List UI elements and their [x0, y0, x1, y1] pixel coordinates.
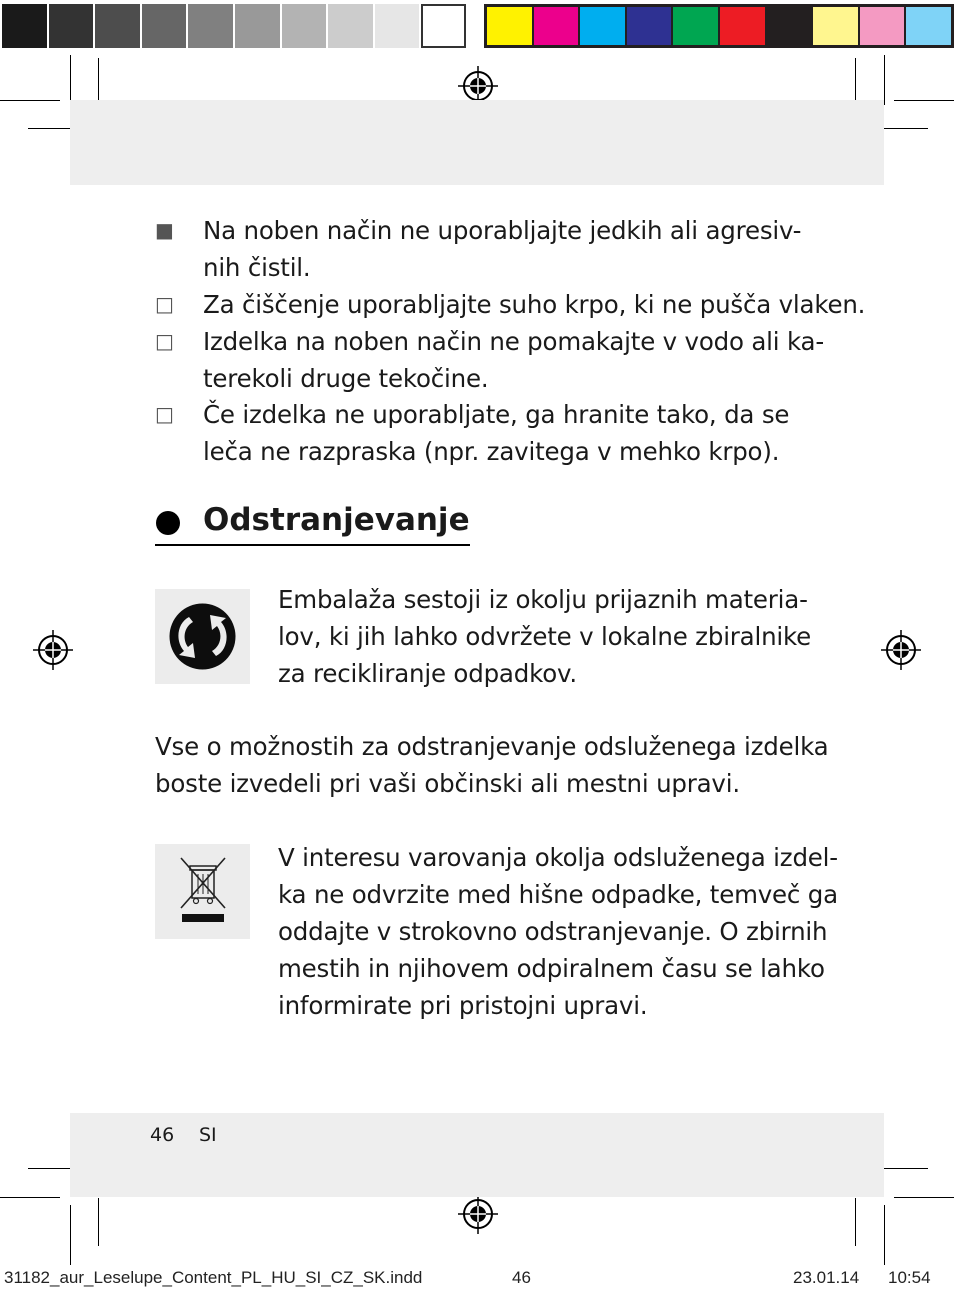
list-item: [155, 212, 815, 286]
color-swatch: [673, 7, 718, 45]
gray-swatch: [375, 4, 420, 48]
paragraph-line: boste izvedeli pri vaši občinski ali mestni upravi.: [155, 769, 740, 798]
color-swatch: [860, 7, 905, 45]
slug-time: 10:54: [888, 1268, 931, 1287]
hollow-square-bullet-icon: □: [155, 402, 174, 426]
gray-swatch: [188, 4, 233, 48]
header-band: [70, 100, 884, 185]
list-item-line: Na noben način ne uporabljajte jedkih ali agresiv-: [203, 216, 802, 245]
registration-mark-left-icon: [33, 630, 73, 670]
gray-swatch: [2, 4, 47, 48]
list-item: [155, 323, 824, 397]
registration-mark-right-icon: [881, 630, 921, 670]
page-number: 46: [150, 1124, 175, 1146]
gray-swatch: [49, 4, 94, 48]
list-item-line: leča ne razpraska (npr. zavitega v mehko krpo).: [203, 437, 780, 466]
hollow-square-bullet-icon: □: [155, 329, 174, 353]
list-item: [155, 396, 815, 470]
color-swatch: [767, 7, 812, 45]
paragraph-line: mestih in njihovem odpiralnem času se lahko: [278, 954, 825, 983]
paragraph-line: V interesu varovanja okolja odsluženega izdel-: [278, 843, 838, 872]
list-item-line: Za čiščenje uporabljajte suho krpo, ki ne pušča vlaken.: [203, 290, 866, 319]
paragraph-line: Vse o možnostih za odstranjevanje odsluženega izdelka: [155, 732, 829, 761]
gray-swatch: [328, 4, 373, 48]
gray-swatch: [421, 4, 466, 48]
list-item-line: terekoli druge tekočine.: [203, 364, 489, 393]
paragraph-line: oddajte v strokovno odstranjevanje. O zbirnih: [278, 917, 828, 946]
slug-date: 23.01.14: [793, 1268, 860, 1287]
footer-band: [70, 1113, 884, 1197]
list-item-line: nih čistil.: [203, 253, 311, 282]
filled-square-bullet-icon: ■: [155, 218, 174, 242]
slug-filename: 31182_aur_Leselupe_Content_PL_HU_SI_CZ_SK.indd: [4, 1268, 423, 1287]
list-item-line: Izdelka na noben način ne pomakajte v vodo ali ka-: [203, 327, 824, 356]
paragraph-line: informirate pri pristojni upravi.: [278, 991, 648, 1020]
color-swatch: [813, 7, 858, 45]
crossed-out-wheelie-bin-icon: [155, 844, 250, 939]
disposal-paragraph: [155, 728, 828, 802]
registration-mark-bottom-icon: [458, 1194, 498, 1234]
packaging-paragraph: [278, 581, 811, 692]
weee-paragraph: [278, 839, 838, 1024]
green-dot-recycling-icon: [155, 589, 250, 684]
color-swatch: [627, 7, 672, 45]
gray-swatch: [95, 4, 140, 48]
list-item-line: Če izdelka ne uporabljate, ga hranite tako, da se: [203, 400, 790, 429]
list-item: [155, 286, 866, 323]
gray-swatch: [142, 4, 187, 48]
round-bullet-icon: [155, 510, 181, 536]
color-swatch: [487, 7, 532, 45]
color-swatch: [720, 7, 765, 45]
color-swatch: [906, 7, 951, 45]
heading-underline: [155, 544, 470, 546]
paragraph-line: Embalaža sestoji iz okolju prijaznih materia-: [278, 585, 808, 614]
paragraph-line: ka ne odvrzite med hišne odpadke, temveč ga: [278, 880, 838, 909]
paragraph-line: za recikliranje odpadkov.: [278, 659, 577, 688]
slug-page: 46: [512, 1268, 531, 1287]
language-code: SI: [199, 1124, 217, 1146]
gray-swatch: [282, 4, 327, 48]
color-swatch: [534, 7, 579, 45]
hollow-square-bullet-icon: □: [155, 292, 174, 316]
section-title: Odstranjevanje: [203, 502, 470, 538]
paragraph-line: lov, ki jih lahko odvržete v lokalne zbiralnike: [278, 622, 812, 651]
color-swatch: [580, 7, 625, 45]
gray-swatch: [235, 4, 280, 48]
